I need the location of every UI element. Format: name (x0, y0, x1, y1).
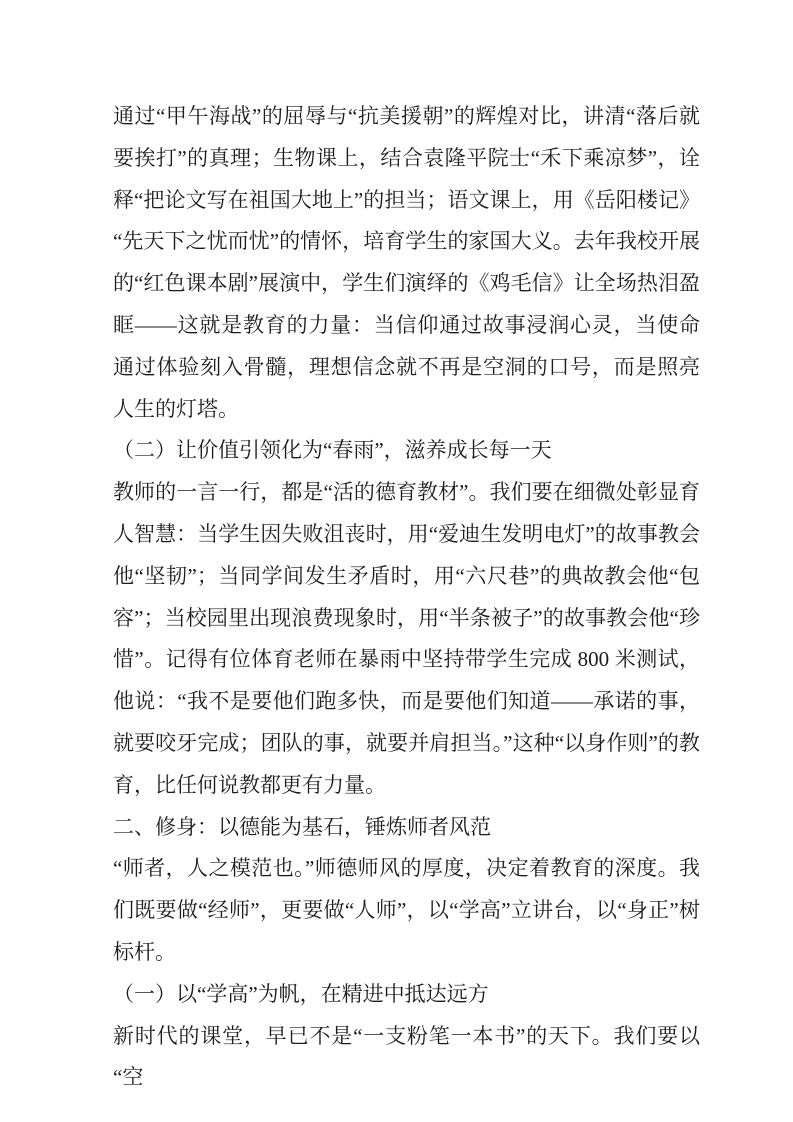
section-heading-self-cultivation: 二、修身：以德能为基石，锤炼师者风范 (113, 814, 491, 839)
subsection-heading-learning-high: （一）以“学高”为帆，在精进中抵达远方 (113, 981, 489, 1006)
paragraph-continuation: 通过“甲午海战”的屈辱与“抗美援朝”的辉煌对比，讲清“落后就要挨打”的真理；生物课上，结合袁隆平院士“禾下乘凉梦”，诠释“把论文写在祖国大地上”的担当；语文课上，用《岳阳楼记》“先天下之忧而忧”的情怀，培育学生的家国大义。去年我校开展的“红色课本剧”展演中，学生们演绎的《鸡毛信》让全场热泪盈眶——这就是教育的力量：当信仰通过故事浸润心灵，当使命通过体验刻入骨髓，理想信念就不再是空洞的口号，而是照亮人生的灯塔。 (113, 104, 700, 421)
subsection-heading-value-guidance: （二）让价值引领化为“春雨”，滋养成长每一天 (113, 438, 552, 463)
paragraph-truncated-new-era: 新时代的课堂，早已不是“一支粉笔一本书”的天下。我们要以“空 (113, 1023, 700, 1090)
paragraph-teacher-conduct: 教师的一言一行，都是“活的德育教材”。我们要在细微处彰显育人智慧：当学生因失败沮丧时，用“爱迪生发明电灯”的故事教会他“坚韧”；当同学间发生矛盾时，用“六尺巷”的典故教会他“包容”；当校园里出现浪费现象时，用“半条被子”的故事教会他“珍惜”。记得有位体育老师在暴雨中坚持带学生完成 800 米测试，他说：“我不是要他们跑多快，而是要他们知道——承诺的事，就要咬牙完成；团队的事，就要并肩担当。”这种“以身作则”的教育，比任何说教都更有力量。 (113, 480, 700, 797)
paragraph-teacher-model: “师者，人之模范也。”师德师风的厚度，决定着教育的深度。我们既要做“经师”，更要做“人师”，以“学高”立讲台，以“身正”树标杆。 (113, 856, 700, 964)
document-text-block (113, 96, 700, 1099)
